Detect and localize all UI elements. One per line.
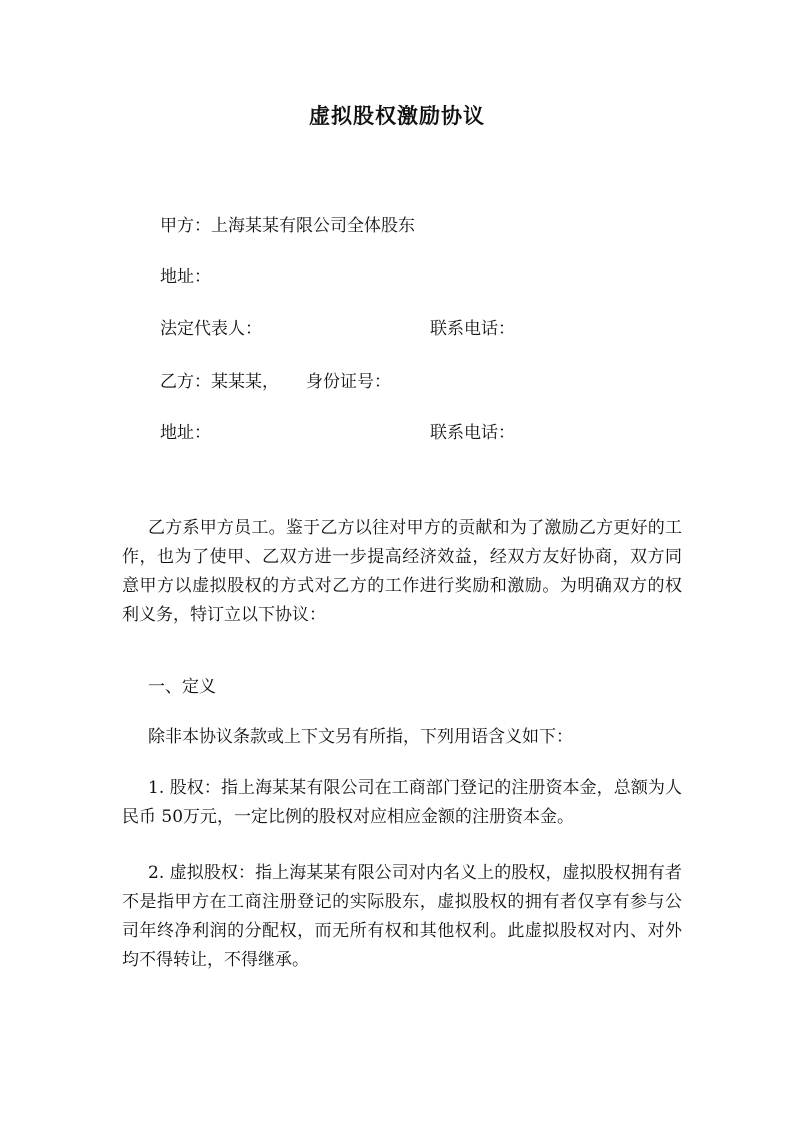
party-b-label: 乙方：某某某， (160, 372, 279, 392)
preamble-paragraph: 乙方系甲方员工。鉴于乙方以往对甲方的贡献和为了激励乙方更好的工作，也为了使甲、乙双方进一步提高经济效益，经双方友好协商，双方同意甲方以虚拟股权的方式对乙方的工作进行奖励和激励。为明确双方的权利义务，特订立以下协议： (122, 518, 682, 625)
definition-item-equity: 1. 股权：指上海某某有限公司在工商部门登记的注册资本金，总额为人民币 50万元，一定比例的股权对应相应金额的注册资本金。 (122, 778, 682, 827)
party-a-label: 甲方：上海某某有限公司全体股东 (160, 216, 415, 236)
party-a-legal-rep-label: 法定代表人： (160, 319, 262, 339)
party-a-address-label: 地址： (160, 267, 211, 287)
document-title: 虚拟股权激励协议 (309, 103, 485, 128)
party-b-id-label: 身份证号： (306, 372, 391, 392)
party-b-address-label: 地址： (160, 423, 211, 443)
definition-item-virtual-equity: 2. 虚拟股权：指上海某某有限公司对内名义上的股权，虚拟股权拥有者不是指甲方在工商注册登记的实际股东，虚拟股权的拥有者仅享有参与公司年终净利润的分配权，而无所有权和其他权利。此虚拟股权对内、对外均不得转让，不得继承。 (122, 863, 682, 970)
section-1-heading: 一、定义 (148, 677, 216, 697)
party-b-phone-label: 联系电话： (430, 423, 515, 443)
party-a-phone-label: 联系电话： (430, 319, 515, 339)
section-1-intro: 除非本协议条款或上下文另有所指，下列用语含义如下： (148, 727, 573, 747)
